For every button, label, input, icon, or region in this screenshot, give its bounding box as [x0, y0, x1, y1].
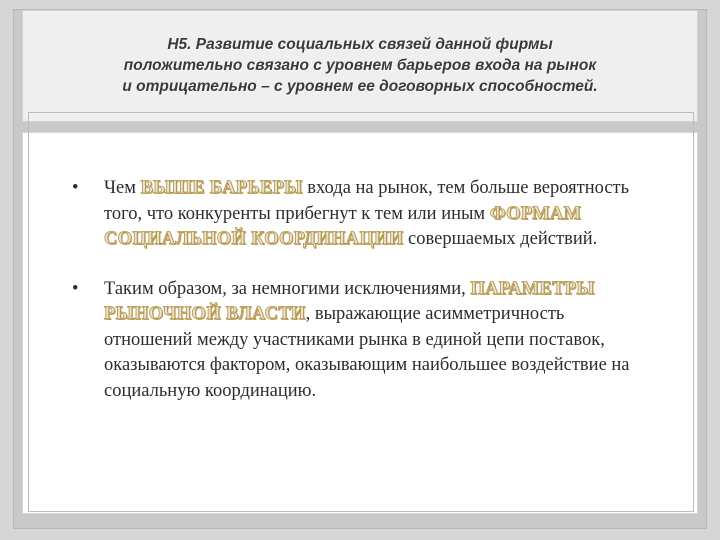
bullet-text: , выражающие асимметричность отношений между участниками рынка в единой цепи поставок, оказываются фактором, оказывающим наибольшее воздействие на социальную координацию.	[104, 304, 630, 401]
bullet-marker: •	[72, 178, 79, 198]
highlight-phrase: ФОРМАМ СОЦИАЛЬНОЙ КООРДИНАЦИИ	[104, 203, 582, 249]
bullet-list	[72, 176, 642, 428]
bullet-text: входа на рынок, тем больше вероятность того, что конкуренты прибегнут к тем или иным	[104, 178, 630, 224]
highlight-phrase: ПАРАМЕТРЫ РЫНОЧНОЙ ВЛАСТИ	[104, 278, 595, 324]
slide-title	[22, 34, 698, 97]
bullet-marker: •	[72, 278, 79, 299]
highlight-phrase: ВЫШЕ БАРЬЕРЫ	[140, 178, 303, 198]
title-line-1: Н5. Развитие социальных связей данной фирмы	[167, 36, 553, 53]
title-panel	[22, 10, 698, 122]
title-line-3: и отрицательно – с уровнем ее договорных способностей.	[122, 78, 598, 95]
bullet-text: совершаемых действий.	[403, 229, 598, 249]
title-line-2: положительно связано с уровнем барьеров входа на рынок	[123, 57, 597, 74]
bullet-item-2	[72, 277, 642, 405]
bullet-item-1	[72, 176, 642, 253]
bullet-text: Таким образом, за немногими исключениями,	[104, 278, 471, 299]
bullet-text: Чем	[104, 178, 141, 198]
